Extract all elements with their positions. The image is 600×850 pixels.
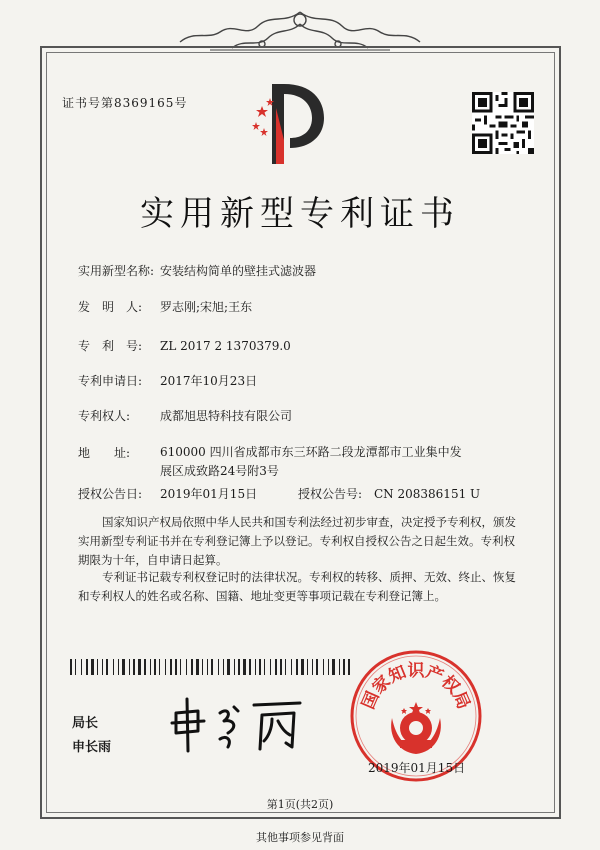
legal-status-paragraph: 专利证书记载专利权登记时的法律状况。专利权的转移、质押、无效、终止、恢复和专利权人的姓名或名称、国籍、地址变更等事项记载在专利登记簿上。 [78, 570, 516, 603]
field-label: 发 明 人: [78, 300, 143, 314]
field-application-date [78, 372, 257, 389]
address-line-2: 展区成致路24号附3号 [160, 464, 279, 478]
page-number: 第1页(共2页) [266, 798, 334, 811]
patent-office-logo-icon [250, 78, 330, 168]
field-utility-model-name [78, 262, 316, 279]
field-patent-number [78, 337, 291, 354]
certificate-number: 证书号第8369165号 [62, 96, 188, 110]
field-address-value [160, 443, 480, 481]
field-label: 专利权人: [78, 409, 131, 423]
field-patentee [78, 407, 292, 424]
field-grant-date [78, 485, 257, 502]
field-label: 授权公告号: [298, 487, 363, 501]
barcode-icon [70, 659, 350, 675]
field-label: 地 址: [78, 446, 131, 460]
seal-date: 2019年01月15日 [368, 761, 466, 775]
qr-code-icon [472, 92, 534, 154]
field-label: 实用新型名称: [78, 264, 155, 278]
field-address-label [78, 444, 160, 461]
footer-note: 其他事项参见背面 [256, 831, 344, 844]
grant-statement-paragraph: 国家知识产权局依照中华人民共和国专利法经过初步审查，决定授予专利权，颁发实用新型专利证书并在专利登记簿上予以登记。专利权自授权公告之日起生效。专利权期限为十年，自申请日起算。 [78, 515, 516, 567]
field-grant-number [298, 485, 480, 502]
handwritten-signature [168, 693, 308, 755]
field-label: 专利申请日: [78, 374, 143, 388]
field-value: ZL 2017 2 1370379.0 [160, 339, 291, 353]
field-value: 罗志刚;宋旭;王东 [160, 300, 253, 314]
certificate-title: 实用新型专利证书 [140, 194, 460, 234]
signatory-name: 申长雨 [72, 740, 112, 755]
field-inventor [78, 298, 252, 315]
field-value: 2019年01月15日 [160, 487, 258, 501]
address-line-1: 610000 四川省成都市东三环路二段龙潭都市工业集中发 [160, 445, 462, 459]
signatory-title: 局长 [72, 716, 99, 731]
seal-text: 国家知识产权局 [358, 661, 474, 713]
field-label: 专 利 号: [78, 339, 143, 353]
field-value: CN 208386151 U [374, 487, 481, 501]
field-label: 授权公告日: [78, 487, 143, 501]
field-value: 2017年10月23日 [160, 374, 258, 388]
field-value: 成都旭思特科技有限公司 [160, 409, 293, 423]
field-value: 安装结构简单的壁挂式滤波器 [160, 264, 317, 278]
